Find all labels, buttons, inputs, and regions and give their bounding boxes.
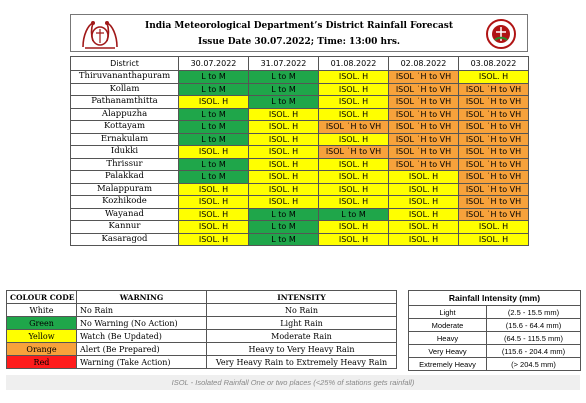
district-name: Pathanamthitta [71,96,179,109]
forecast-cell: ISOL ˙H to VH [389,133,459,146]
warning-text: No Warning (No Action) [77,317,207,330]
forecast-cell: ISOL. H [319,183,389,196]
forecast-cell: ISOL ˙H to VH [389,71,459,84]
colour-code-swatch: Red [7,356,77,369]
district-name: Malappuram [71,183,179,196]
district-name: Palakkad [71,171,179,184]
rainfall-range: (2.5 - 15.5 mm) [487,306,581,319]
forecast-cell: ISOL. H [319,71,389,84]
rainfall-range: (> 204.5 mm) [487,358,581,371]
rainfall-row [409,306,581,319]
district-header: District [71,57,179,71]
forecast-cell: ISOL. H [249,158,319,171]
forecast-cell: ISOL. H [249,121,319,134]
warning-text: No Rain [77,304,207,317]
forecast-cell: ISOL ˙H to VH [459,96,529,109]
forecast-cell: ISOL. H [319,233,389,246]
date-header: 01.08.2022 [319,57,389,71]
forecast-cell: ISOL. H [179,146,249,159]
forecast-cell: L to M [179,133,249,146]
intensity-text: Heavy to Very Heavy Rain [207,343,397,356]
district-row [71,233,529,246]
forecast-cell: L to M [249,83,319,96]
forecast-cell: ISOL ˙H to VH [459,121,529,134]
district-name: Kozhikode [71,196,179,209]
district-row [71,171,529,184]
forecast-cell: ISOL. H [179,96,249,109]
district-name: Thrissur [71,158,179,171]
district-name: Idukki [71,146,179,159]
warning-text: Warning (Take Action) [77,356,207,369]
legend-header-row [7,291,397,304]
legend-row [7,356,397,369]
issue-date: Issue Date 30.07.2022; Time: 13:00 hrs. [197,37,401,47]
intensity-header: INTENSITY [207,291,397,304]
intensity-text: Light Rain [207,317,397,330]
district-row [71,96,529,109]
document-title: India Meteorological Department’s District Rainfall Forecast [144,21,454,31]
forecast-cell: ISOL. H [179,221,249,234]
district-name: Kottayam [71,121,179,134]
forecast-table [70,56,529,246]
colour-code-header: COLOUR CODE [7,291,77,304]
district-row [71,83,529,96]
forecast-cell: ISOL. H [319,196,389,209]
rainfall-range: (15.6 - 64.4 mm) [487,319,581,332]
date-header: 30.07.2022 [179,57,249,71]
forecast-cell: ISOL ˙H to VH [389,83,459,96]
district-row [71,121,529,134]
legend-row [7,330,397,343]
warning-text: Watch (Be Updated) [77,330,207,343]
forecast-cell: ISOL. H [179,183,249,196]
district-name: Wayanad [71,208,179,221]
forecast-cell: ISOL ˙H to VH [459,146,529,159]
forecast-cell: ISOL. H [389,171,459,184]
date-header: 02.08.2022 [389,57,459,71]
district-row [71,146,529,159]
warning-header: WARNING [77,291,207,304]
forecast-header-row [71,57,529,71]
forecast-cell: ISOL. H [249,133,319,146]
rainfall-intensity-title: Rainfall Intensity (mm) [409,291,581,306]
forecast-cell: ISOL ˙H to VH [389,108,459,121]
forecast-cell: L to M [249,221,319,234]
rainfall-label: Moderate [409,319,487,332]
rainfall-row [409,358,581,371]
forecast-cell: ISOL. H [319,133,389,146]
district-row [71,71,529,84]
forecast-cell: ISOL ˙H to VH [459,183,529,196]
forecast-cell: ISOL. H [179,208,249,221]
forecast-cell: L to M [179,83,249,96]
forecast-cell: ISOL. H [389,221,459,234]
forecast-cell: ISOL. H [179,196,249,209]
forecast-cell: ISOL. H [319,96,389,109]
rainfall-intensity-table [408,290,581,371]
forecast-cell: ISOL ˙H to VH [389,96,459,109]
colour-code-legend [6,290,397,369]
forecast-cell: L to M [249,208,319,221]
district-row [71,196,529,209]
forecast-cell: ISOL ˙H to VH [459,83,529,96]
colour-code-swatch: Green [7,317,77,330]
forecast-cell: ISOL. H [459,221,529,234]
forecast-cell: L to M [249,233,319,246]
district-row [71,221,529,234]
forecast-cell: ISOL. H [459,233,529,246]
rainfall-row [409,332,581,345]
forecast-cell: ISOL. H [319,221,389,234]
forecast-cell: ISOL ˙H to VH [459,133,529,146]
forecast-cell: ISOL. H [319,158,389,171]
forecast-header [70,14,528,52]
district-name: Alappuzha [71,108,179,121]
forecast-cell: L to M [179,121,249,134]
forecast-cell: L to M [249,96,319,109]
district-row [71,158,529,171]
district-name: Kannur [71,221,179,234]
forecast-cell: L to M [319,208,389,221]
district-name: Thiruvananthapuram [71,71,179,84]
rainfall-label: Light [409,306,487,319]
forecast-cell: ISOL. H [249,183,319,196]
colour-code-swatch: Orange [7,343,77,356]
district-row [71,183,529,196]
forecast-cell: ISOL. H [319,83,389,96]
forecast-cell: ISOL ˙H to VH [459,108,529,121]
forecast-cell: L to M [179,171,249,184]
date-header: 31.07.2022 [249,57,319,71]
colour-code-swatch: White [7,304,77,317]
district-row [71,133,529,146]
district-row [71,108,529,121]
legend-row [7,343,397,356]
forecast-cell: ISOL ˙H to VH [389,121,459,134]
forecast-cell: ISOL ˙H to VH [389,158,459,171]
forecast-cell: L to M [249,71,319,84]
intensity-text: Very Heavy Rain to Extremely Heavy Rain [207,356,397,369]
intensity-text: No Rain [207,304,397,317]
forecast-cell: ISOL. H [249,146,319,159]
forecast-cell: ISOL ˙H to VH [319,146,389,159]
rainfall-row [409,319,581,332]
forecast-cell: ISOL ˙H to VH [459,171,529,184]
legend-row [7,304,397,317]
forecast-cell: L to M [179,71,249,84]
forecast-cell: ISOL ˙H to VH [319,121,389,134]
forecast-cell: ISOL. H [179,233,249,246]
forecast-cell: ISOL. H [249,196,319,209]
forecast-cell: ISOL. H [319,108,389,121]
isol-footnote: ISOL - Isolated Rainfall One or two places (<25% of stations gets rainfall) [6,375,580,390]
colour-code-swatch: Yellow [7,330,77,343]
forecast-cell: ISOL. H [389,208,459,221]
forecast-cell: ISOL. H [389,183,459,196]
district-name: Ernakulam [71,133,179,146]
district-name: Kasaragod [71,233,179,246]
forecast-cell: ISOL. H [459,71,529,84]
rainfall-label: Heavy [409,332,487,345]
rainfall-range: (115.6 - 204.4 mm) [487,345,581,358]
forecast-cell: ISOL. H [249,108,319,121]
legend-row [7,317,397,330]
rainfall-label: Extremely Heavy [409,358,487,371]
forecast-cell: L to M [179,158,249,171]
forecast-cell: ISOL ˙H to VH [459,158,529,171]
forecast-cell: ISOL. H [389,196,459,209]
district-row [71,208,529,221]
warning-text: Alert (Be Prepared) [77,343,207,356]
forecast-cell: ISOL. H [389,233,459,246]
disaster-authority-logo-icon [485,18,517,50]
forecast-cell: ISOL ˙H to VH [459,208,529,221]
rainfall-range: (64.5 - 115.5 mm) [487,332,581,345]
forecast-cell: ISOL. H [319,171,389,184]
forecast-cell: L to M [179,108,249,121]
date-header: 03.08.2022 [459,57,529,71]
forecast-cell: ISOL ˙H to VH [389,146,459,159]
rainfall-label: Very Heavy [409,345,487,358]
rainfall-title-row [409,291,581,306]
district-name: Kollam [71,83,179,96]
intensity-text: Moderate Rain [207,330,397,343]
forecast-cell: ISOL. H [249,171,319,184]
rainfall-row [409,345,581,358]
forecast-cell: ISOL ˙H to VH [459,196,529,209]
